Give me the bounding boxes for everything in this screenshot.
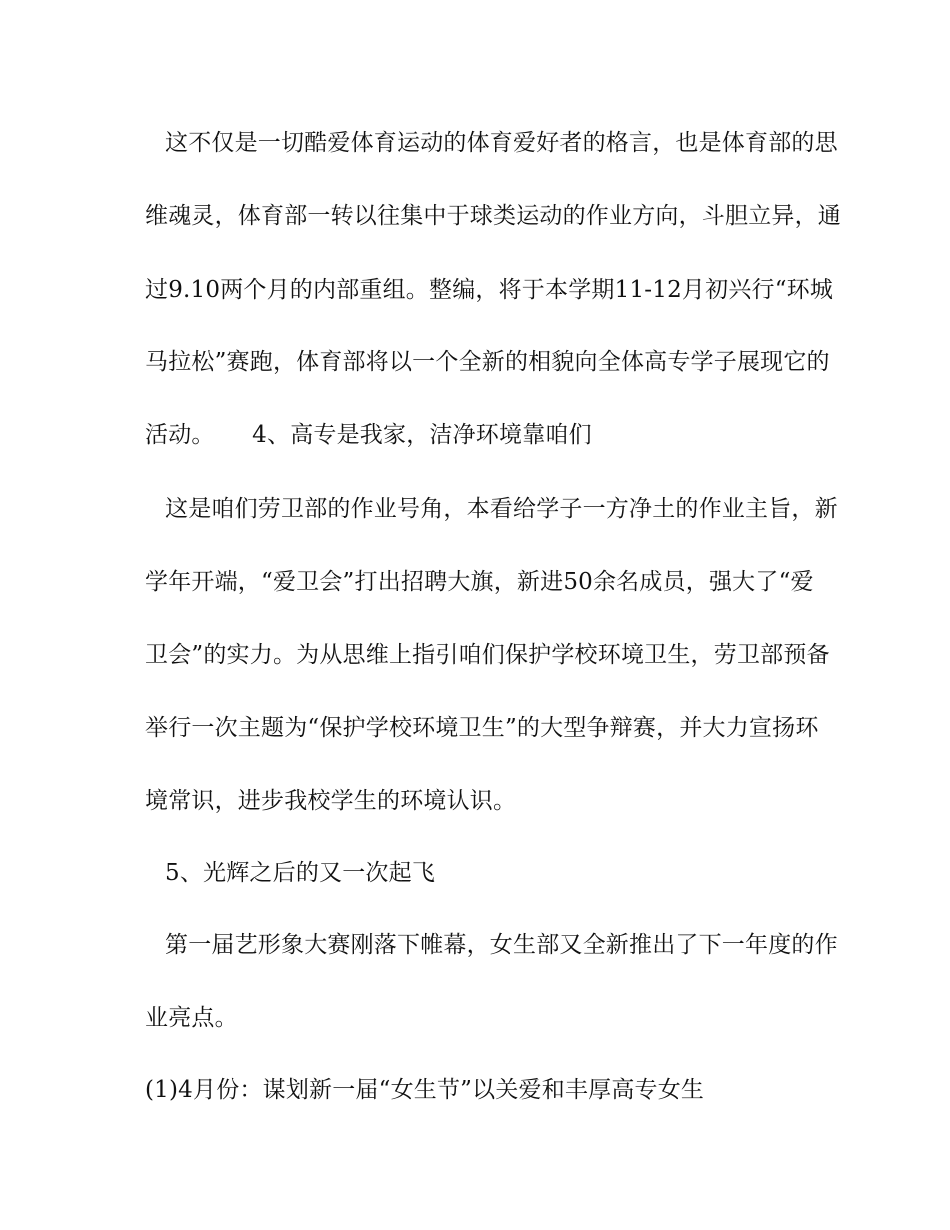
paragraph-line: 维魂灵，体育部一转以往集中于球类运动的作业方向，斗胆立异，通 — [145, 203, 841, 229]
paragraph-line: 举行一次主题为“保护学校环境卫生”的大型争辩赛，并大力宣扬环 — [145, 715, 819, 741]
section-heading-line: 活动。 4、高专是我家，洁净环境靠咱们 — [145, 422, 592, 448]
paragraph-line: 卫会”的实力。为从思维上指引咱们保护学校环境卫生，劳卫部预备 — [145, 642, 830, 668]
paragraph-line: 过9.10两个月的内部重组。整编，将于本学期11-12月初兴行“环城 — [145, 277, 834, 303]
section-heading: 5、光辉之后的又一次起飞 — [165, 860, 436, 886]
paragraph-line: 境常识，进步我校学生的环境认识。 — [145, 788, 517, 814]
paragraph-line: 学年开端，“爱卫会”打出招聘大旗，新进50余名成员，强大了“爱 — [145, 569, 814, 595]
paragraph-line: 第一届艺形象大赛刚落下帷幕，女生部又全新推出了下一年度的作 — [165, 932, 838, 958]
paragraph-line: 这不仅是一切酷爱体育运动的体育爱好者的格言，也是体育部的思 — [165, 130, 838, 156]
paragraph-line: 这是咱们劳卫部的作业号角，本看给学子一方净土的作业主旨，新 — [165, 496, 838, 522]
list-item: (1)4月份：谋划新一届“女生节”以关爱和丰厚高专女生 — [145, 1077, 705, 1103]
paragraph-line: 马拉松”赛跑，体育部将以一个全新的相貌向全体高专学子展现它的 — [145, 349, 830, 375]
paragraph-line: 业亮点。 — [145, 1005, 238, 1031]
